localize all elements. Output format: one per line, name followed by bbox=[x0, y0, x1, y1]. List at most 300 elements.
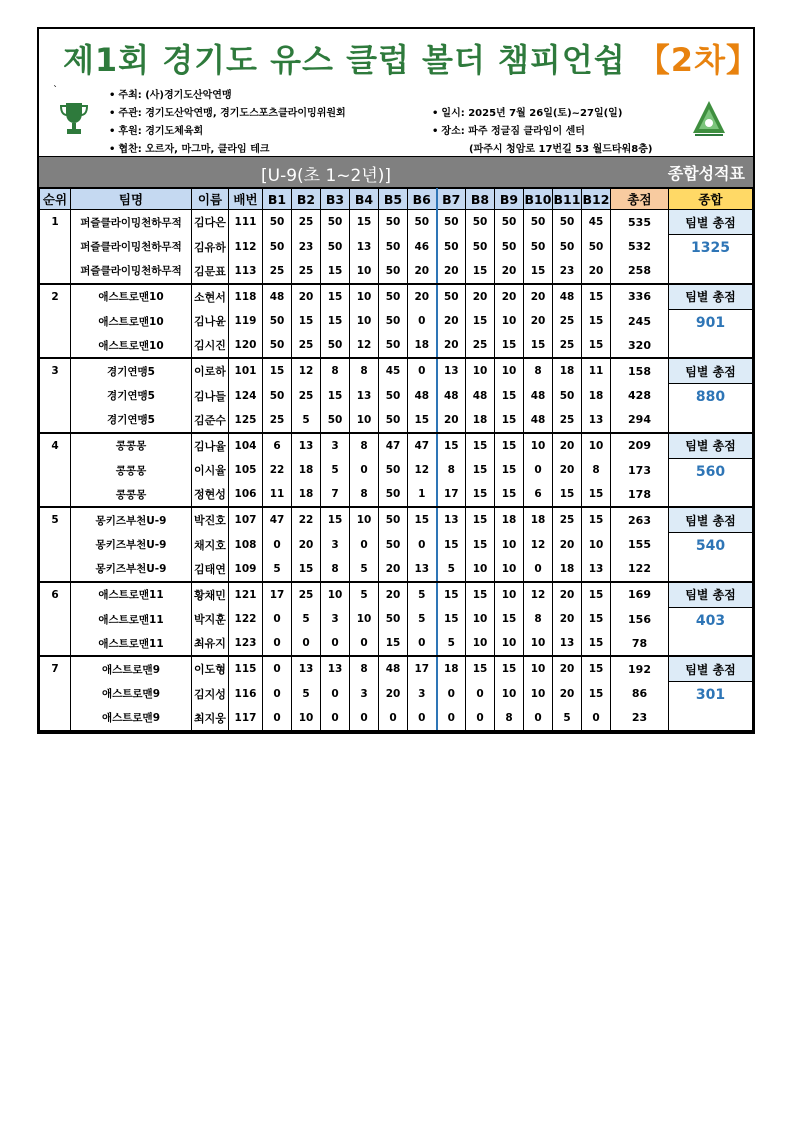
score-b10: 0 bbox=[524, 458, 553, 482]
score-b7: 50 bbox=[437, 235, 466, 259]
team-name: 콩콩몽 bbox=[71, 482, 192, 507]
score-b9: 15 bbox=[495, 433, 524, 459]
bib-number: 119 bbox=[229, 309, 263, 333]
table-row bbox=[40, 433, 753, 459]
bib-number: 101 bbox=[229, 358, 263, 384]
score-b2: 23 bbox=[292, 235, 321, 259]
bib-number: 105 bbox=[229, 458, 263, 482]
team-name: 경기연맹5 bbox=[71, 408, 192, 433]
score-b7: 5 bbox=[437, 557, 466, 582]
athlete-total: 294 bbox=[611, 408, 669, 433]
score-b5: 20 bbox=[379, 582, 408, 608]
score-b11: 25 bbox=[553, 507, 582, 533]
score-b6: 20 bbox=[408, 284, 437, 310]
athlete-total: 173 bbox=[611, 458, 669, 482]
score-b2: 18 bbox=[292, 482, 321, 507]
score-b4: 13 bbox=[350, 384, 379, 408]
header-summary: 종합 bbox=[669, 189, 753, 210]
athlete-total: 336 bbox=[611, 284, 669, 310]
score-b1: 5 bbox=[263, 557, 292, 582]
round-label: 【2차】 bbox=[637, 41, 759, 79]
score-b8: 10 bbox=[466, 557, 495, 582]
score-b11: 20 bbox=[553, 682, 582, 706]
score-b6: 1 bbox=[408, 482, 437, 507]
score-b6: 5 bbox=[408, 607, 437, 631]
header-problem-b6: B6 bbox=[408, 189, 437, 210]
athlete-name: 김문표 bbox=[192, 259, 229, 284]
team-total-label: 팀별 총점 bbox=[669, 507, 753, 533]
athlete-total: 86 bbox=[611, 682, 669, 706]
athlete-name: 김유하 bbox=[192, 235, 229, 259]
score-b11: 15 bbox=[553, 482, 582, 507]
rank-cell: 3 bbox=[40, 358, 71, 433]
score-b5: 50 bbox=[379, 235, 408, 259]
athlete-total: 263 bbox=[611, 507, 669, 533]
table-row bbox=[40, 358, 753, 384]
table-row bbox=[40, 284, 753, 310]
score-b6: 18 bbox=[408, 333, 437, 358]
athlete-name: 김나윤 bbox=[192, 309, 229, 333]
team-total-label: 팀별 총점 bbox=[669, 210, 753, 235]
athlete-name: 이로하 bbox=[192, 358, 229, 384]
table-row bbox=[40, 309, 753, 333]
score-b5: 50 bbox=[379, 607, 408, 631]
team-name: 콩콩몽 bbox=[71, 458, 192, 482]
score-b3: 5 bbox=[321, 458, 350, 482]
rank-cell: 1 bbox=[40, 210, 71, 284]
score-b3: 50 bbox=[321, 210, 350, 235]
score-b6: 20 bbox=[408, 259, 437, 284]
score-b12: 20 bbox=[582, 259, 611, 284]
trophy-icon bbox=[59, 101, 89, 137]
header-bib: 배번 bbox=[229, 189, 263, 210]
score-b12: 50 bbox=[582, 235, 611, 259]
score-b11: 13 bbox=[553, 631, 582, 656]
score-b6: 12 bbox=[408, 458, 437, 482]
athlete-name: 이도형 bbox=[192, 656, 229, 682]
score-b9: 10 bbox=[495, 533, 524, 557]
score-b3: 50 bbox=[321, 333, 350, 358]
score-b2: 5 bbox=[292, 607, 321, 631]
score-b1: 15 bbox=[263, 358, 292, 384]
team-total-label: 팀별 총점 bbox=[669, 582, 753, 608]
team-name: 퍼즐클라이밍천하무적 bbox=[71, 235, 192, 259]
score-b1: 47 bbox=[263, 507, 292, 533]
score-b2: 0 bbox=[292, 631, 321, 656]
team-total-label: 팀별 총점 bbox=[669, 284, 753, 310]
cooperation-info: • 협찬: 오르자, 마그마, 클라임 테크 bbox=[109, 144, 270, 155]
score-b4: 15 bbox=[350, 210, 379, 235]
score-b2: 12 bbox=[292, 358, 321, 384]
team-name: 몽키즈부천U-9 bbox=[71, 507, 192, 533]
score-b3: 3 bbox=[321, 607, 350, 631]
score-b4: 10 bbox=[350, 259, 379, 284]
score-b1: 0 bbox=[263, 533, 292, 557]
score-b7: 0 bbox=[437, 706, 466, 731]
score-b5: 20 bbox=[379, 557, 408, 582]
score-b2: 25 bbox=[292, 582, 321, 608]
score-b5: 50 bbox=[379, 507, 408, 533]
table-row bbox=[40, 458, 753, 482]
bib-number: 115 bbox=[229, 656, 263, 682]
score-b3: 3 bbox=[321, 533, 350, 557]
score-b7: 48 bbox=[437, 384, 466, 408]
score-b4: 10 bbox=[350, 507, 379, 533]
score-b12: 13 bbox=[582, 408, 611, 433]
score-b11: 50 bbox=[553, 210, 582, 235]
score-b8: 15 bbox=[466, 656, 495, 682]
table-row bbox=[40, 557, 753, 582]
score-b3: 15 bbox=[321, 507, 350, 533]
athlete-total: 155 bbox=[611, 533, 669, 557]
score-b8: 18 bbox=[466, 408, 495, 433]
score-b2: 15 bbox=[292, 557, 321, 582]
score-b3: 0 bbox=[321, 631, 350, 656]
score-b3: 3 bbox=[321, 433, 350, 459]
score-b9: 50 bbox=[495, 235, 524, 259]
score-b7: 20 bbox=[437, 408, 466, 433]
athlete-name: 김시진 bbox=[192, 333, 229, 358]
score-b11: 23 bbox=[553, 259, 582, 284]
team-name: 애스트로맨10 bbox=[71, 333, 192, 358]
score-b1: 22 bbox=[263, 458, 292, 482]
address-info: (파주시 청암로 17번길 53 월드타워8층) bbox=[469, 144, 653, 155]
score-b5: 50 bbox=[379, 482, 408, 507]
score-b8: 15 bbox=[466, 533, 495, 557]
score-b2: 25 bbox=[292, 259, 321, 284]
score-b12: 15 bbox=[582, 656, 611, 682]
athlete-total: 258 bbox=[611, 259, 669, 284]
score-b1: 0 bbox=[263, 706, 292, 731]
bib-number: 111 bbox=[229, 210, 263, 235]
header-team: 팀명 bbox=[71, 189, 192, 210]
score-b7: 15 bbox=[437, 582, 466, 608]
score-b7: 5 bbox=[437, 631, 466, 656]
athlete-total: 78 bbox=[611, 631, 669, 656]
score-b10: 10 bbox=[524, 682, 553, 706]
score-b2: 25 bbox=[292, 333, 321, 358]
athlete-name: 김지성 bbox=[192, 682, 229, 706]
team-name: 애스트로맨11 bbox=[71, 607, 192, 631]
team-total-value: 540 bbox=[669, 533, 753, 582]
score-b1: 48 bbox=[263, 284, 292, 310]
table-row bbox=[40, 482, 753, 507]
bib-number: 120 bbox=[229, 333, 263, 358]
score-b11: 25 bbox=[553, 309, 582, 333]
host-info: • 주최: (사)경기도산악연맹 bbox=[109, 90, 232, 101]
score-b12: 15 bbox=[582, 682, 611, 706]
team-name: 몽키즈부천U-9 bbox=[71, 557, 192, 582]
score-b4: 10 bbox=[350, 284, 379, 310]
score-b9: 20 bbox=[495, 284, 524, 310]
score-b11: 50 bbox=[553, 235, 582, 259]
sponsor-info: • 후원: 경기도체육회 bbox=[109, 126, 204, 137]
team-total-label: 팀별 총점 bbox=[669, 358, 753, 384]
team-total-value: 560 bbox=[669, 458, 753, 507]
score-b7: 15 bbox=[437, 607, 466, 631]
score-b6: 47 bbox=[408, 433, 437, 459]
score-b4: 13 bbox=[350, 235, 379, 259]
score-b10: 48 bbox=[524, 384, 553, 408]
team-name: 애스트로맨11 bbox=[71, 631, 192, 656]
score-b10: 18 bbox=[524, 507, 553, 533]
score-b11: 5 bbox=[553, 706, 582, 731]
score-b5: 0 bbox=[379, 706, 408, 731]
score-b2: 25 bbox=[292, 210, 321, 235]
score-b1: 0 bbox=[263, 607, 292, 631]
athlete-total: 245 bbox=[611, 309, 669, 333]
team-total-value: 1325 bbox=[669, 235, 753, 284]
score-b8: 15 bbox=[466, 458, 495, 482]
division-banner bbox=[39, 157, 753, 188]
team-name: 애스트로맨9 bbox=[71, 682, 192, 706]
score-b3: 13 bbox=[321, 656, 350, 682]
athlete-name: 김다은 bbox=[192, 210, 229, 235]
header-problem-b11: B11 bbox=[553, 189, 582, 210]
score-b2: 22 bbox=[292, 507, 321, 533]
score-b12: 0 bbox=[582, 706, 611, 731]
score-b6: 3 bbox=[408, 682, 437, 706]
rank-cell: 4 bbox=[40, 433, 71, 508]
score-b3: 8 bbox=[321, 358, 350, 384]
score-b1: 50 bbox=[263, 333, 292, 358]
score-b10: 20 bbox=[524, 284, 553, 310]
header-problem-b2: B2 bbox=[292, 189, 321, 210]
header-rank: 순위 bbox=[40, 189, 71, 210]
score-b9: 20 bbox=[495, 259, 524, 284]
score-b9: 10 bbox=[495, 631, 524, 656]
score-b7: 0 bbox=[437, 682, 466, 706]
score-b8: 50 bbox=[466, 210, 495, 235]
report-title: 종합성적표 bbox=[667, 164, 745, 183]
team-name: 콩콩몽 bbox=[71, 433, 192, 459]
score-b6: 5 bbox=[408, 582, 437, 608]
score-b8: 25 bbox=[466, 333, 495, 358]
table-row bbox=[40, 384, 753, 408]
rank-cell: 7 bbox=[40, 656, 71, 731]
table-row bbox=[40, 533, 753, 557]
bib-number: 121 bbox=[229, 582, 263, 608]
score-b5: 50 bbox=[379, 384, 408, 408]
score-b11: 20 bbox=[553, 656, 582, 682]
score-b12: 15 bbox=[582, 507, 611, 533]
score-b11: 20 bbox=[553, 458, 582, 482]
score-b10: 12 bbox=[524, 582, 553, 608]
bib-number: 118 bbox=[229, 284, 263, 310]
bib-number: 125 bbox=[229, 408, 263, 433]
header-problem-b12: B12 bbox=[582, 189, 611, 210]
athlete-name: 박진호 bbox=[192, 507, 229, 533]
score-b7: 50 bbox=[437, 284, 466, 310]
score-b3: 50 bbox=[321, 235, 350, 259]
score-b12: 11 bbox=[582, 358, 611, 384]
score-b11: 18 bbox=[553, 358, 582, 384]
score-b9: 10 bbox=[495, 557, 524, 582]
bib-number: 109 bbox=[229, 557, 263, 582]
score-b4: 8 bbox=[350, 433, 379, 459]
score-b4: 0 bbox=[350, 631, 379, 656]
score-b10: 15 bbox=[524, 259, 553, 284]
athlete-name: 채지호 bbox=[192, 533, 229, 557]
score-b8: 0 bbox=[466, 682, 495, 706]
athlete-total: 122 bbox=[611, 557, 669, 582]
score-b6: 0 bbox=[408, 706, 437, 731]
organizer-info: • 주관: 경기도산악연맹, 경기도스포츠클라이밍위원회 bbox=[109, 108, 346, 119]
score-b3: 0 bbox=[321, 682, 350, 706]
score-b4: 0 bbox=[350, 458, 379, 482]
score-b11: 20 bbox=[553, 607, 582, 631]
score-b5: 15 bbox=[379, 631, 408, 656]
score-b2: 5 bbox=[292, 408, 321, 433]
team-name: 퍼즐클라이밍천하무적 bbox=[71, 259, 192, 284]
score-b8: 0 bbox=[466, 706, 495, 731]
title-text: 제1회 경기도 유스 클럽 볼더 챔피언쉽 bbox=[63, 41, 626, 79]
federation-logo-icon bbox=[689, 99, 729, 139]
bib-number: 124 bbox=[229, 384, 263, 408]
score-b7: 15 bbox=[437, 433, 466, 459]
table-row bbox=[40, 656, 753, 682]
score-b3: 15 bbox=[321, 284, 350, 310]
score-b5: 50 bbox=[379, 533, 408, 557]
score-b1: 11 bbox=[263, 482, 292, 507]
score-b5: 50 bbox=[379, 458, 408, 482]
score-b8: 10 bbox=[466, 607, 495, 631]
score-b5: 50 bbox=[379, 210, 408, 235]
score-b12: 15 bbox=[582, 482, 611, 507]
date-info: • 일시: 2025년 7월 26일(토)~27일(일) bbox=[432, 108, 623, 119]
score-b10: 12 bbox=[524, 533, 553, 557]
score-b2: 20 bbox=[292, 533, 321, 557]
athlete-total: 320 bbox=[611, 333, 669, 358]
score-b11: 25 bbox=[553, 408, 582, 433]
score-b6: 48 bbox=[408, 384, 437, 408]
rank-cell: 6 bbox=[40, 582, 71, 657]
bib-number: 123 bbox=[229, 631, 263, 656]
venue-info: • 장소: 파주 정글짐 클라임이 센터 bbox=[432, 126, 585, 137]
athlete-name: 정현성 bbox=[192, 482, 229, 507]
athlete-total: 532 bbox=[611, 235, 669, 259]
table-header-row bbox=[40, 189, 753, 210]
header-problem-b7: B7 bbox=[437, 189, 466, 210]
score-b3: 7 bbox=[321, 482, 350, 507]
score-b1: 50 bbox=[263, 235, 292, 259]
team-name: 애스트로맨10 bbox=[71, 284, 192, 310]
score-b8: 15 bbox=[466, 433, 495, 459]
score-b9: 15 bbox=[495, 482, 524, 507]
score-b6: 17 bbox=[408, 656, 437, 682]
team-name: 애스트로맨9 bbox=[71, 706, 192, 731]
score-b1: 50 bbox=[263, 309, 292, 333]
score-b12: 15 bbox=[582, 582, 611, 608]
score-b5: 47 bbox=[379, 433, 408, 459]
score-b3: 50 bbox=[321, 408, 350, 433]
athlete-total: 178 bbox=[611, 482, 669, 507]
score-b2: 13 bbox=[292, 656, 321, 682]
score-b4: 5 bbox=[350, 582, 379, 608]
score-b1: 50 bbox=[263, 384, 292, 408]
score-b10: 8 bbox=[524, 607, 553, 631]
team-name: 퍼즐클라이밍천하무적 bbox=[71, 210, 192, 235]
team-name: 애스트로맨11 bbox=[71, 582, 192, 608]
table-row bbox=[40, 706, 753, 731]
athlete-total: 535 bbox=[611, 210, 669, 235]
bib-number: 107 bbox=[229, 507, 263, 533]
score-b9: 15 bbox=[495, 408, 524, 433]
team-total-label: 팀별 총점 bbox=[669, 656, 753, 682]
score-b9: 50 bbox=[495, 210, 524, 235]
score-b8: 10 bbox=[466, 631, 495, 656]
table-row bbox=[40, 682, 753, 706]
score-b11: 18 bbox=[553, 557, 582, 582]
score-b5: 50 bbox=[379, 333, 408, 358]
bib-number: 106 bbox=[229, 482, 263, 507]
score-b3: 15 bbox=[321, 384, 350, 408]
score-b8: 20 bbox=[466, 284, 495, 310]
score-b7: 13 bbox=[437, 507, 466, 533]
score-b2: 18 bbox=[292, 458, 321, 482]
score-b4: 10 bbox=[350, 607, 379, 631]
score-b12: 18 bbox=[582, 384, 611, 408]
header bbox=[39, 29, 759, 157]
score-b10: 6 bbox=[524, 482, 553, 507]
table-row bbox=[40, 408, 753, 433]
score-b1: 0 bbox=[263, 682, 292, 706]
score-b11: 20 bbox=[553, 582, 582, 608]
stray-mark: ` bbox=[53, 85, 58, 96]
team-total-label: 팀별 총점 bbox=[669, 433, 753, 459]
score-b10: 50 bbox=[524, 235, 553, 259]
score-b5: 45 bbox=[379, 358, 408, 384]
score-b2: 10 bbox=[292, 706, 321, 731]
athlete-total: 23 bbox=[611, 706, 669, 731]
score-b4: 3 bbox=[350, 682, 379, 706]
score-b8: 50 bbox=[466, 235, 495, 259]
team-total-value: 901 bbox=[669, 309, 753, 358]
athlete-total: 169 bbox=[611, 582, 669, 608]
table-row bbox=[40, 607, 753, 631]
table-row bbox=[40, 507, 753, 533]
athlete-name: 김태연 bbox=[192, 557, 229, 582]
athlete-name: 김준수 bbox=[192, 408, 229, 433]
score-b6: 46 bbox=[408, 235, 437, 259]
score-b2: 15 bbox=[292, 309, 321, 333]
score-b9: 15 bbox=[495, 656, 524, 682]
score-b7: 20 bbox=[437, 259, 466, 284]
header-problem-b8: B8 bbox=[466, 189, 495, 210]
header-problem-b9: B9 bbox=[495, 189, 524, 210]
athlete-total: 158 bbox=[611, 358, 669, 384]
score-b7: 50 bbox=[437, 210, 466, 235]
score-b10: 20 bbox=[524, 309, 553, 333]
score-b12: 13 bbox=[582, 557, 611, 582]
score-b8: 15 bbox=[466, 582, 495, 608]
bib-number: 122 bbox=[229, 607, 263, 631]
score-b4: 10 bbox=[350, 408, 379, 433]
athlete-name: 이시율 bbox=[192, 458, 229, 482]
score-b2: 5 bbox=[292, 682, 321, 706]
score-b11: 48 bbox=[553, 284, 582, 310]
score-b4: 12 bbox=[350, 333, 379, 358]
bib-number: 104 bbox=[229, 433, 263, 459]
score-b12: 15 bbox=[582, 284, 611, 310]
score-b6: 15 bbox=[408, 507, 437, 533]
team-total-value: 301 bbox=[669, 682, 753, 731]
score-b7: 20 bbox=[437, 333, 466, 358]
score-b8: 10 bbox=[466, 358, 495, 384]
score-b10: 10 bbox=[524, 433, 553, 459]
team-name: 경기연맹5 bbox=[71, 384, 192, 408]
team-total-value: 880 bbox=[669, 384, 753, 433]
